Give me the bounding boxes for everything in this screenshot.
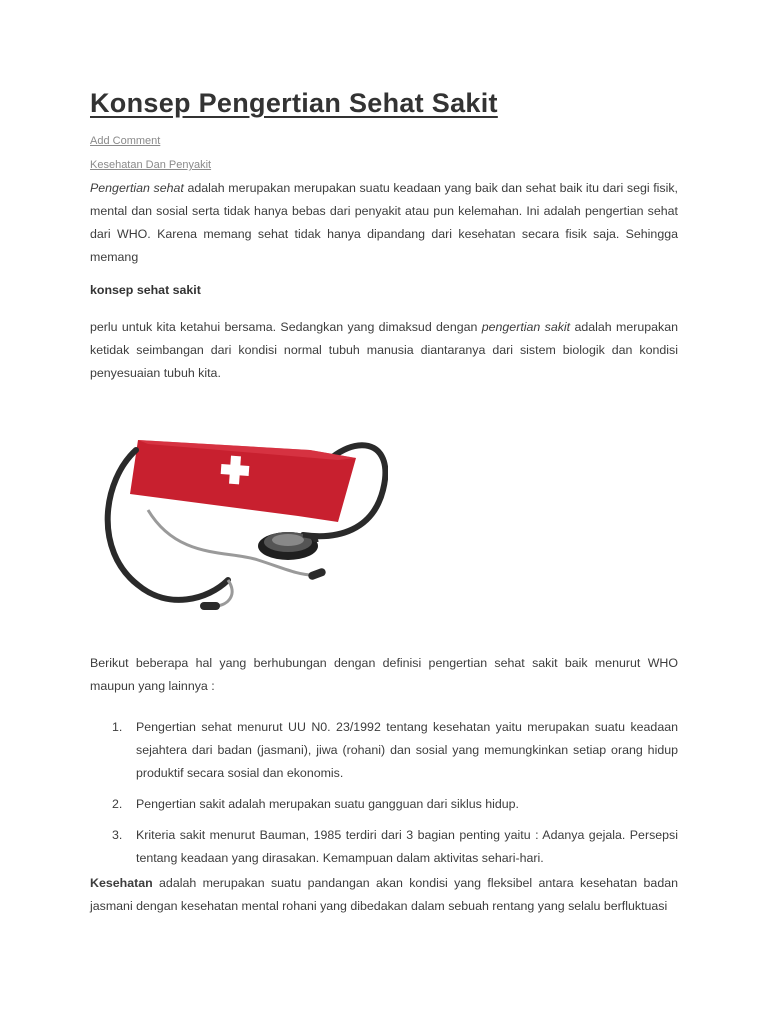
add-comment-link[interactable]: Add Comment bbox=[90, 135, 161, 147]
sick-definition-paragraph bbox=[90, 316, 678, 385]
earpiece-right bbox=[307, 567, 327, 581]
para4-text: adalah merupakan suatu pandangan akan kondisi yang fleksibel antara kesehatan badan jasmani dengan kesehatan mental rohani yang dibedakan dalam sebuah rentang yang selalu berfluktuasi bbox=[90, 876, 678, 913]
para2-after: adalah merupakan ketidak seimbangan dari kondisi normal tubuh manusia diantaranya dari sistem biologik dan kondisi penyesuaian tubuh kita. bbox=[90, 320, 678, 380]
list-item: 1. Pengertian sehat menurut UU N0. 23/1992 tentang kesehatan yaitu merupakan suatu keadaan sejahtera dari badan (jasmani), jiwa (rohani) dan sosial yang memungkinkan setiap orang hidup produktif secara sosial dan ekonomis. bbox=[112, 720, 678, 780]
para2-term: pengertian sakit bbox=[481, 320, 571, 334]
category-link[interactable]: Kesehatan Dan Penyakit bbox=[90, 159, 212, 171]
definitions-list bbox=[112, 716, 678, 878]
section-subheading: konsep sehat sakit bbox=[90, 283, 201, 297]
page-title: Konsep Pengertian Sehat Sakit bbox=[90, 88, 498, 118]
list-item: 3. Kriteria sakit menurut Bauman, 1985 terdiri dari 3 bagian penting yaitu : Adanya gejala. Persepsi tentang keadaan yang dirasakan. Kemampuan dalam aktivitas sehari-hari. bbox=[112, 828, 678, 865]
intro-paragraph bbox=[90, 177, 678, 269]
intro-term: Pengertian sehat bbox=[90, 181, 184, 195]
intro-text: adalah merupakan merupakan suatu keadaan yang baik dan sehat baik itu dari segi fisik, mental dan sosial serta tidak hanya bebas dari penyakit atau pun kelemahan. Ini adalah pengertian sehat dari WHO. Karena memang sehat tidak hanya dipandang dari kesehatan secara fisik saja. Sehingga memang bbox=[90, 181, 679, 264]
stethoscope-first-aid-image bbox=[98, 410, 388, 620]
definitions-intro-paragraph: Berikut beberapa hal yang berhubungan dengan definisi pengertian sehat sakit baik menurut WHO maupun yang lainnya : bbox=[90, 656, 678, 693]
para4-term: Kesehatan bbox=[90, 876, 153, 890]
earpiece-left bbox=[200, 602, 220, 610]
list-item: 2. Pengertian sakit adalah merupakan suatu gangguan dari siklus hidup. bbox=[112, 797, 519, 811]
para2-before: perlu untuk kita ketahui bersama. Sedangkan yang dimaksud dengan bbox=[90, 320, 482, 334]
health-definition-paragraph bbox=[90, 872, 678, 918]
